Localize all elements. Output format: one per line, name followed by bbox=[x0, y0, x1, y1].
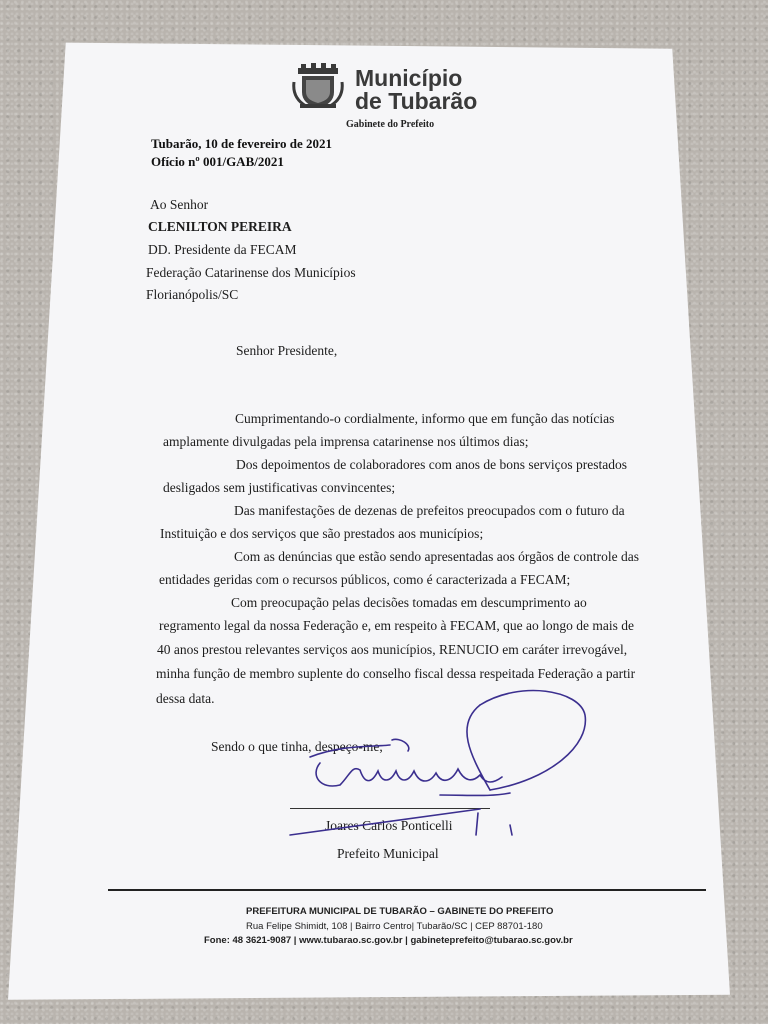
municipal-coat-of-arms-icon bbox=[292, 62, 344, 110]
date-line: Tubarão, 10 de fevereiro de 2021 bbox=[151, 136, 333, 151]
body-line: Das manifestações de dezenas de prefeitos preocupados com o futuro da bbox=[234, 503, 625, 518]
body-line: desligados sem justificativas convincentes; bbox=[163, 480, 396, 495]
brand-name-line1: Município bbox=[355, 65, 463, 91]
body-line: Cumprimentando-o cordialmente, informo que em função das notícias bbox=[235, 411, 615, 426]
footer-divider bbox=[108, 889, 706, 891]
body-line: regramento legal da nossa Federação e, em respeito à FECAM, que ao longo de mais de bbox=[159, 618, 634, 633]
reference-number: Ofício nº 001/GAB/2021 bbox=[151, 154, 284, 169]
footer-contact: Fone: 48 3621-9087 | www.tubarao.sc.gov.br | gabineteprefeito@tubarao.sc.gov.br bbox=[204, 935, 573, 946]
body-line: minha função de membro suplente do conselho fiscal dessa respeitada Federação a partir bbox=[156, 666, 636, 681]
signer-name: Joares Carlos Ponticelli bbox=[325, 818, 453, 833]
body-line: Dos depoimentos de colaboradores com anos de bons serviços prestados bbox=[236, 457, 628, 472]
handwritten-signature bbox=[280, 685, 600, 855]
signer-role: Prefeito Municipal bbox=[337, 846, 439, 861]
recipient-salutation: Ao Senhor bbox=[150, 197, 209, 212]
brand-name-line2: de Tubarão bbox=[355, 88, 478, 114]
body-line: Instituição e dos serviços que são prestados aos municípios; bbox=[160, 526, 484, 541]
office-label: Gabinete do Prefeito bbox=[346, 119, 435, 130]
body-line: entidades geridas com o recursos públicos, como é caracterizada a FECAM; bbox=[159, 572, 571, 587]
body-line: Com preocupação pelas decisões tomadas em descumprimento ao bbox=[231, 595, 587, 610]
body-line: 40 anos prestou relevantes serviços aos municípios, RENUCIO em caráter irrevogável, bbox=[157, 642, 628, 657]
body-line: dessa data. bbox=[156, 691, 215, 706]
footer-institution: PREFEITURA MUNICIPAL DE TUBARÃO – GABINETE DO PREFEITO bbox=[246, 906, 554, 917]
closing: Sendo o que tinha, despeço-me, bbox=[211, 739, 383, 754]
footer-address: Rua Felipe Shimidt, 108 | Bairro Centro| Tubarão/SC | CEP 88701-180 bbox=[246, 921, 543, 932]
recipient-city: Florianópolis/SC bbox=[146, 287, 239, 302]
recipient-name: CLENILTON PEREIRA bbox=[148, 219, 292, 234]
recipient-organization: Federação Catarinense dos Municípios bbox=[146, 265, 356, 280]
body-line: amplamente divulgadas pela imprensa catarinense nos últimos dias; bbox=[163, 434, 529, 449]
body-line: Com as denúncias que estão sendo apresentadas aos órgãos de controle das bbox=[234, 549, 640, 564]
recipient-title: DD. Presidente da FECAM bbox=[148, 242, 297, 257]
greeting: Senhor Presidente, bbox=[236, 343, 338, 358]
